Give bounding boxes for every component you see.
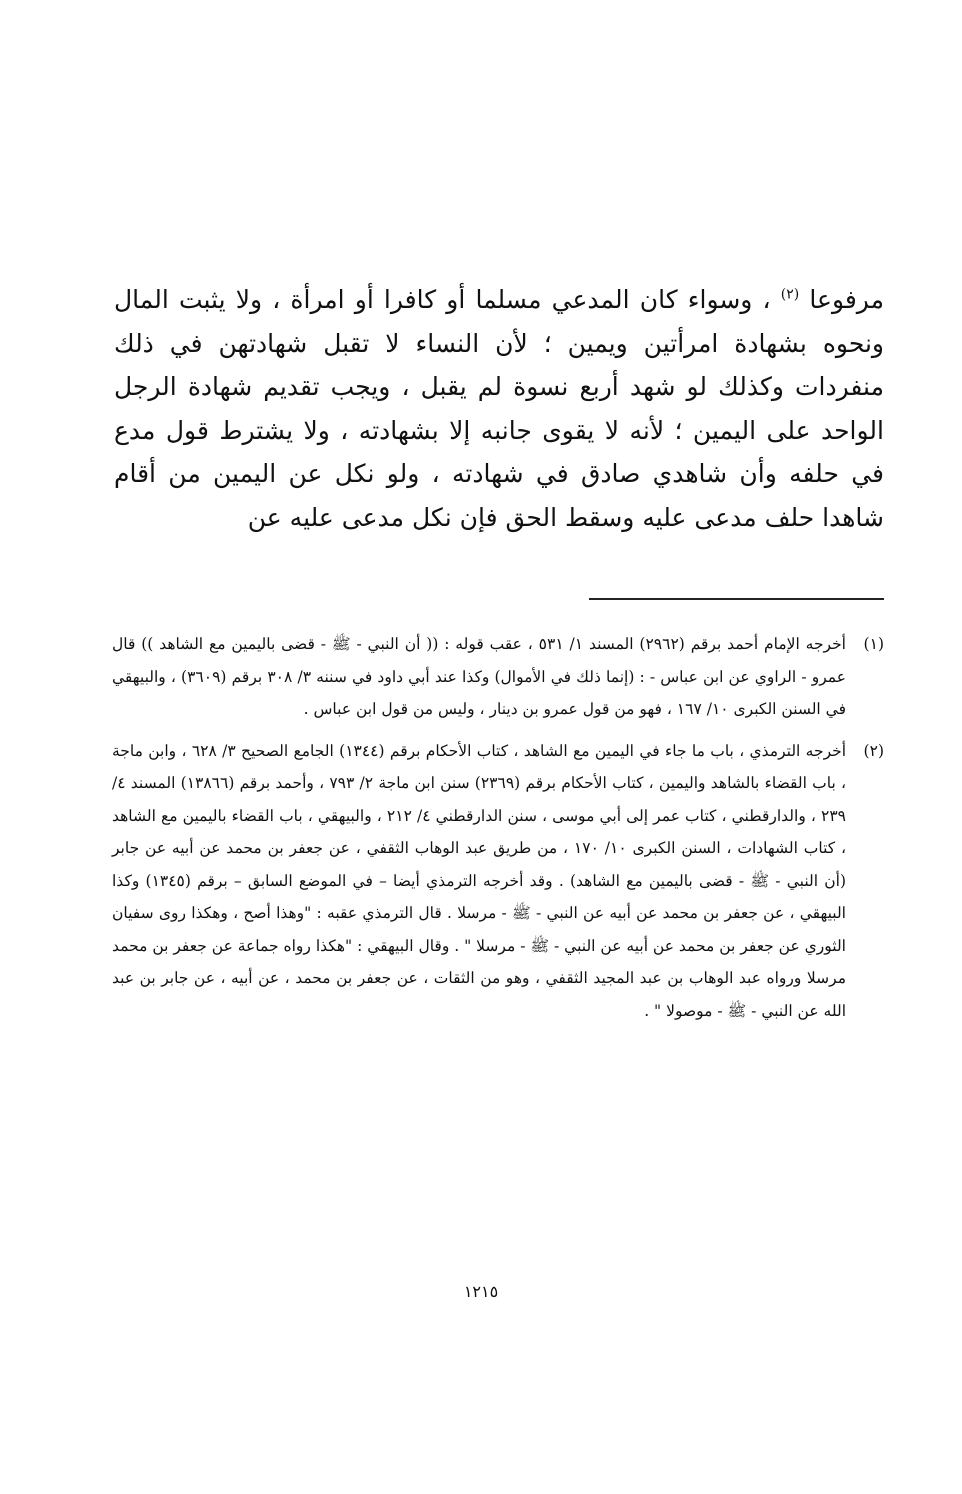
main-text-body: ، وسواء كان المدعي مسلما أو كافرا أو امرأة ، ولا يثبت المال ونحوه بشهادة امرأتين ويمين ؛ لأن النساء لا تقبل شهادتهن في ذلك منفردات وكذلك لو شهد أربع نسوة لم يقبل ، ويجب تقديم شهادة الرجل الواحد على اليمين ؛ لأنه لا يقوى جانبه إلا بشهادته ، ولا يشترط قول مدع في حلفه وأن شاهدي صادق في شهادته ، ولو نكل عن اليمين من أقام شاهدا حلف مدعى عليه وسقط الحق فإن نكل مدعى عليه عن (114, 285, 884, 532)
footnote-text: أخرجه الترمذي ، باب ما جاء في اليمين مع الشاهد ، كتاب الأحكام برقم (١٣٤٤) الجامع الصحيح ٣/ ٦٢٨ ، وابن ماجة ، باب القضاء بالشاهد واليمين ، كتاب الأحكام برقم (٢٣٦٩) سنن ابن ماجة ٢/ ٧٩٣ ، وأحمد برقم (١٣٨٦٦) المسند ٤/ ٢٣٩ ، والدارقطني ، كتاب عمر إلى أبي موسى ، سنن الدارقطني ٤/ ٢١٢ ، والبيهقي ، باب القضاء باليمين مع الشاهد ، كتاب الشهادات ، السنن الكبرى ١٠/ ١٧٠ ، من طريق عبد الوهاب الثقفي ، عن جعفر بن محمد عن أبيه عن جابر (أن النبي - ﷺ - قضى باليمين مع الشاهد) . وقد أخرجه الترمذي أيضا – في الموضع السابق – برقم (١٣٤٥) وكذا البيهقي ، عن جعفر بن محمد عن أبيه عن النبي - ﷺ - مرسلا . قال الترمذي عقبه : "وهذا أصح ، وهكذا روى سفيان الثوري عن جعفر بن محمد عن أبيه عن النبي - ﷺ - مرسلا " . وقال البيهقي : "هكذا رواه جماعة عن جعفر بن محمد مرسلا ورواه عبد الوهاب بن عبد المجيد الثقفي ، وهو من الثقات ، عن جعفر بن محمد ، عن أبيه ، عن جابر بن عبد الله عن النبي - ﷺ - موصولا " . (112, 741, 847, 1020)
main-text-start: مرفوعا (809, 285, 884, 314)
footnote-text: أخرجه الإمام أحمد برقم (٢٩٦٢) المسند ١/ ٥٣١ ، عقب قوله : (( أن النبي - ﷺ - قضى باليمين مع الشاهد )) قال عمرو - الراوي عن ابن عباس - : (إنما ذلك في الأموال) وكذا عند أبي داود في سننه ٣/ ٣٠٨ برقم (٣٦٠٩) ، والبيهقي في السنن الكبرى ١٠/ ١٦٧ ، فهو من قول عمرو بن دينار ، وليس من قول ابن عباس . (112, 635, 846, 718)
footnote-1 (112, 628, 884, 726)
footnote-ref-2: (٢) (780, 286, 800, 303)
footnote-separator (589, 598, 884, 600)
main-text-block (114, 278, 884, 539)
footnotes-section (112, 628, 884, 1036)
footnote-number: (٢) (863, 741, 884, 760)
main-paragraph (114, 278, 884, 539)
footnote-number: (١) (863, 635, 884, 653)
footnote-2 (112, 735, 884, 1028)
page-number: ١٢١٥ (463, 1282, 499, 1301)
